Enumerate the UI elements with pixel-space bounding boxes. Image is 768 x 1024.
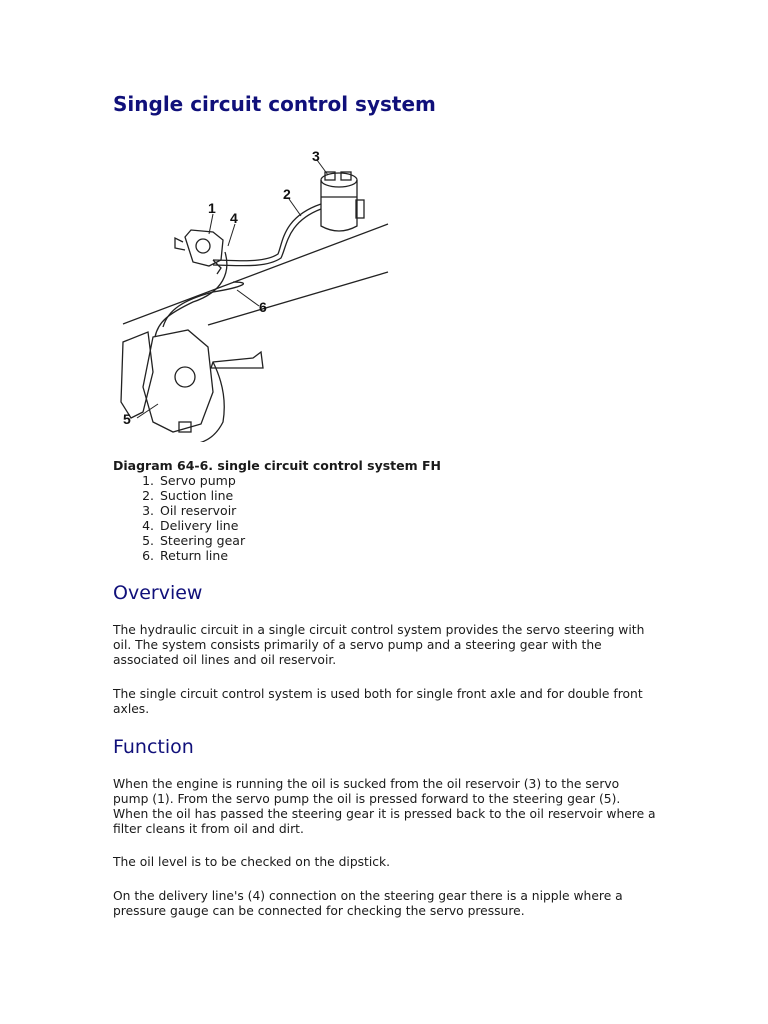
steering-system-diagram — [113, 142, 403, 442]
list-item: 2. Suction line — [158, 488, 245, 503]
function-heading: Function — [113, 736, 194, 758]
frame-rail-upper — [123, 224, 388, 324]
overview-heading: Overview — [113, 582, 203, 604]
callout-2: 2 — [283, 186, 291, 202]
function-paragraph-1: When the engine is running the oil is sucked from the oil reservoir (3) to the servo pump (1). From the servo pump the oil is pressed forward to the steering gear (5). When the oil has passed the steering gear it is pressed back to the oil reservoir where a filter cleans it from oil and dirt. — [113, 777, 656, 836]
list-item: 1. Servo pump — [158, 473, 245, 488]
oil-reservoir-shape — [321, 172, 364, 231]
list-item: 5. Steering gear — [158, 533, 245, 548]
overview-paragraph-1: The hydraulic circuit in a single circuit control system provides the servo steering with oil. The system consists primarily of a servo pump and a steering gear with the associated oil lines and oil reservoir. — [113, 623, 645, 667]
steering-gear-shape — [121, 330, 224, 442]
callout-5: 5 — [123, 411, 131, 427]
callout-6: 6 — [259, 299, 267, 315]
list-item: 6. Return line — [158, 548, 245, 563]
servo-pump-shape — [175, 230, 223, 274]
callout-4: 4 — [230, 210, 238, 226]
overview-paragraph-2: The single circuit control system is used both for single front axle and for double front axles. — [113, 687, 643, 716]
list-item: 4. Delivery line — [158, 518, 245, 533]
function-paragraph-2: The oil level is to be checked on the dipstick. — [113, 855, 391, 869]
diagram-caption: Diagram 64-6. single circuit control system FH — [113, 458, 441, 473]
frame-rail-lower — [208, 272, 388, 325]
parts-list — [113, 473, 245, 563]
callout-3: 3 — [312, 148, 320, 164]
list-item: 3. Oil reservoir — [158, 503, 245, 518]
return-line-loop — [211, 352, 263, 368]
function-paragraph-3: On the delivery line's (4) connection on the steering gear there is a nipple where a pressure gauge can be connected for checking the servo pressure. — [113, 889, 623, 918]
page-title: Single circuit control system — [113, 92, 436, 116]
callout-1: 1 — [208, 200, 216, 216]
